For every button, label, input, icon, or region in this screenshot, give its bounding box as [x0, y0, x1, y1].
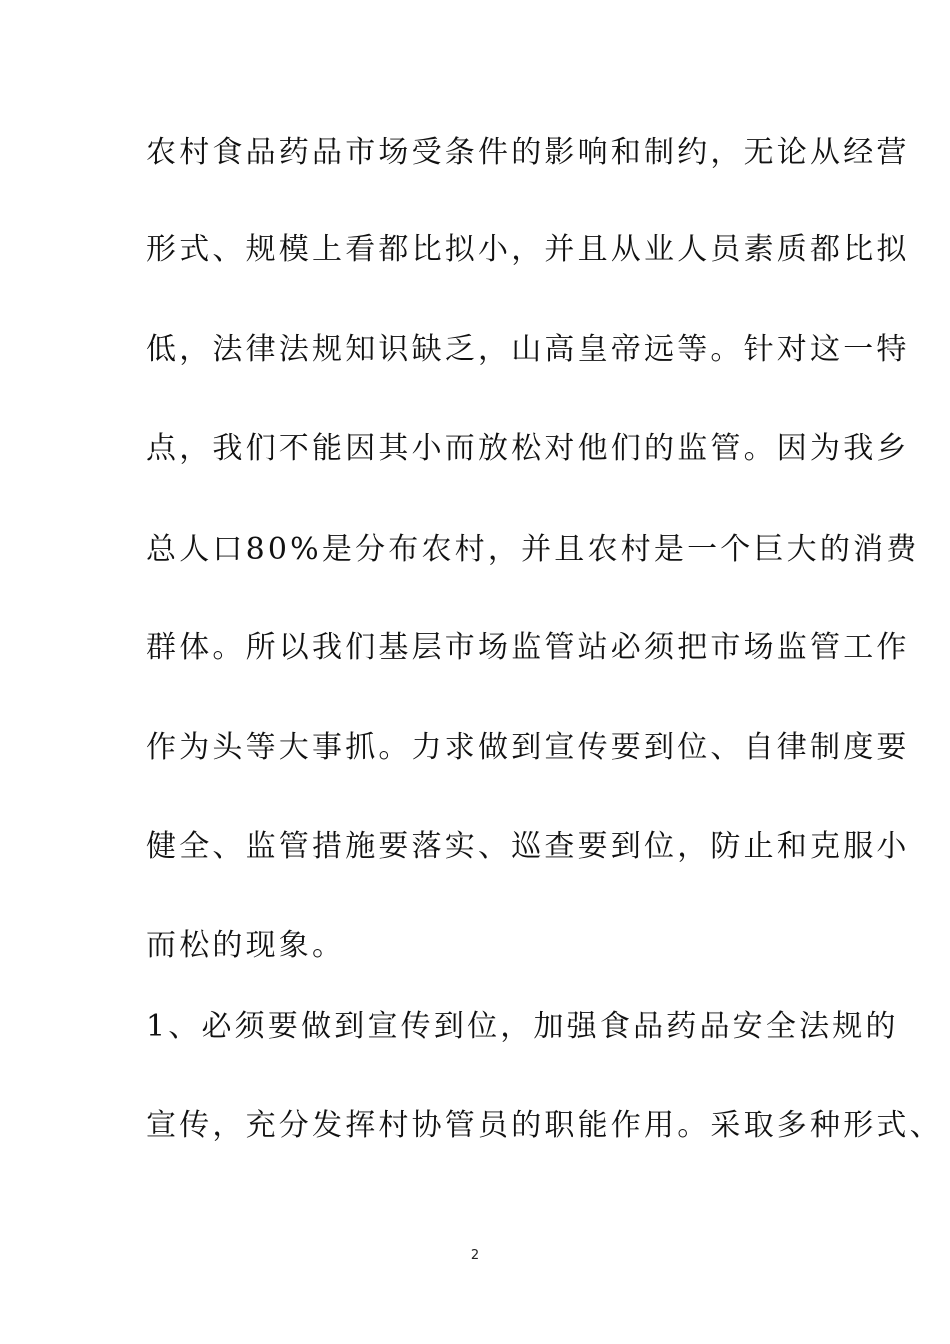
text-line-5: 总人口80%是分布农村，并且农村是一个巨大的消费 — [146, 532, 920, 567]
text-line-11: 宣传，充分发挥村协管员的职能作用。采取多种形式、 — [146, 1108, 943, 1143]
page-number: 2 — [470, 1248, 480, 1263]
text-line-2: 形式、规模上看都比拟小，并且从业人员素质都比拟 — [146, 232, 910, 267]
text-line-4: 点，我们不能因其小而放松对他们的监管。因为我乡 — [146, 431, 910, 466]
text-line-9: 而松的现象。 — [146, 928, 346, 963]
text-line-8: 健全、监管措施要落实、巡查要到位，防止和克服小 — [146, 829, 910, 864]
text-line-10: 1、必须要做到宣传到位，加强食品药品安全法规的 — [146, 1009, 899, 1044]
text-line-7: 作为头等大事抓。力求做到宣传要到位、自律制度要 — [146, 730, 910, 765]
text-line-1: 农村食品药品市场受条件的影响和制约，无论从经营 — [146, 135, 910, 170]
text-line-3: 低，法律法规知识缺乏，山高皇帝远等。针对这一特 — [146, 332, 910, 367]
text-line-6: 群体。所以我们基层市场监管站必须把市场监管工作 — [146, 630, 910, 665]
